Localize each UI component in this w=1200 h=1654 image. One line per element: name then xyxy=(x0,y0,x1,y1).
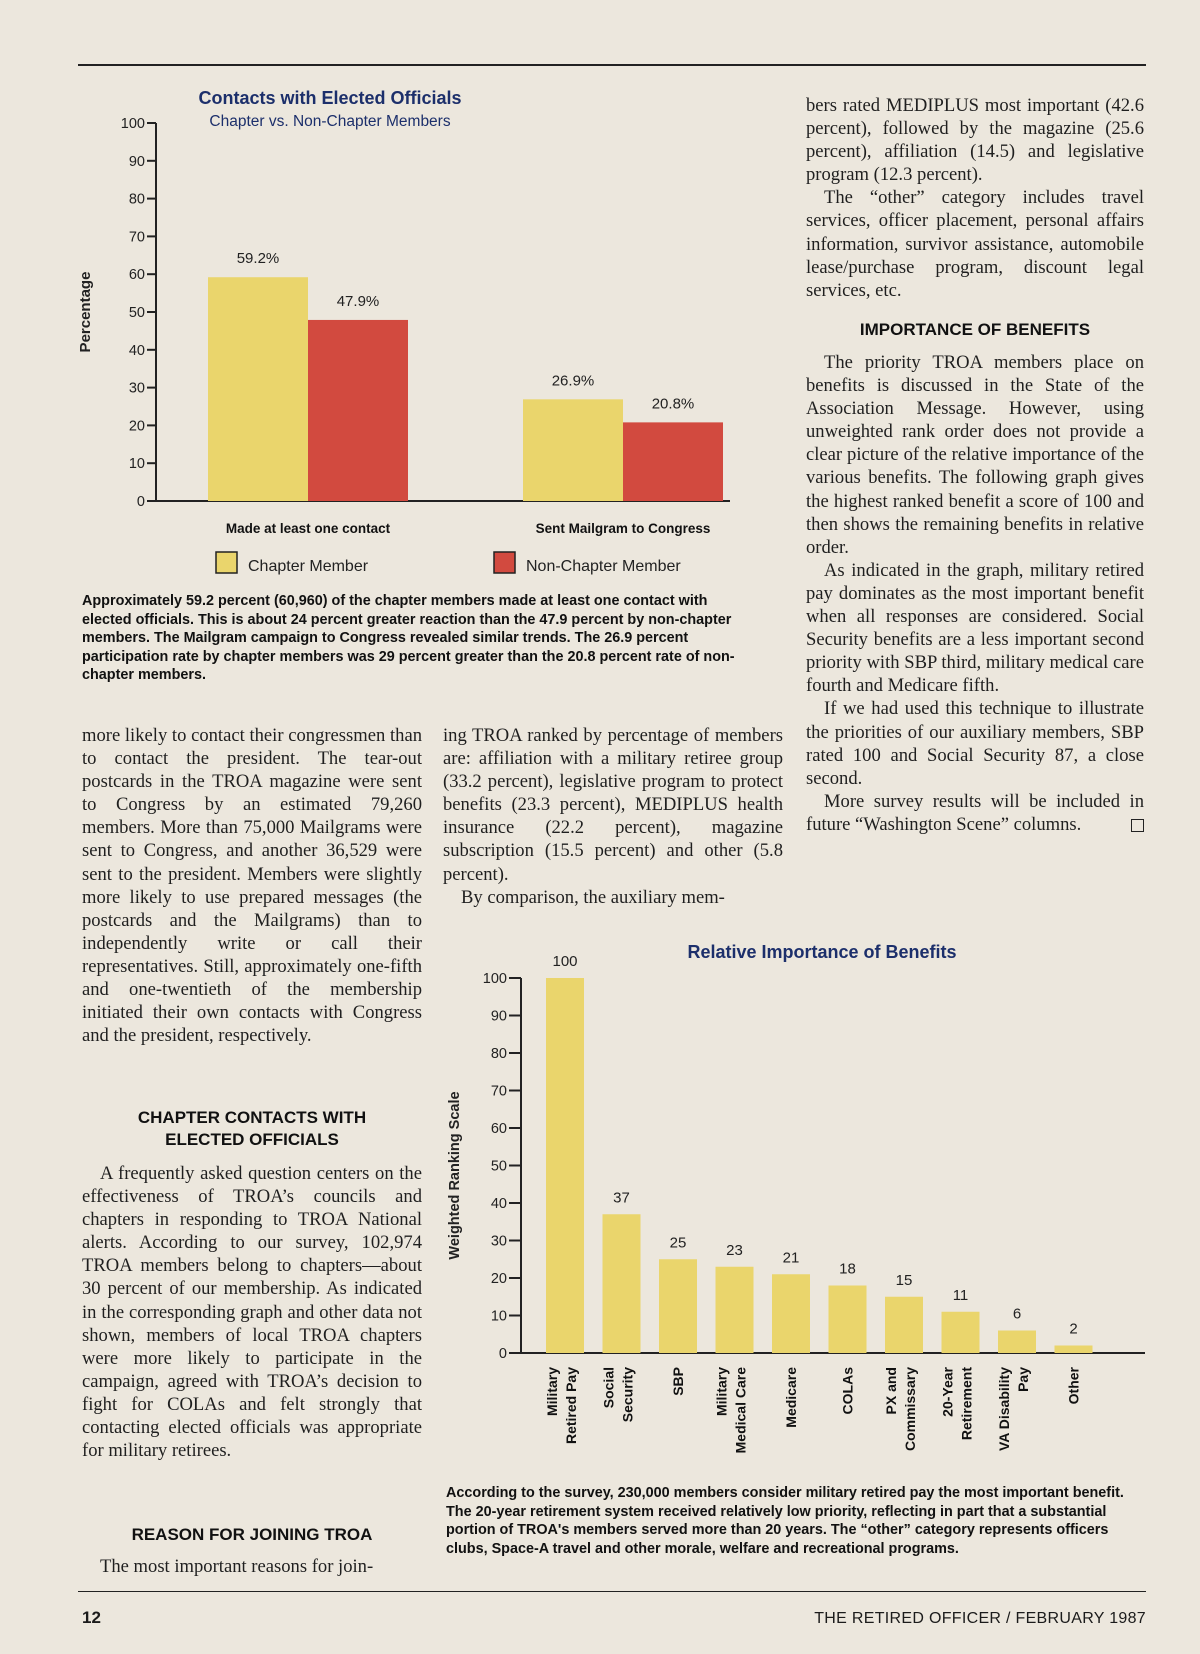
page-number: 12 xyxy=(82,1608,101,1627)
x-category-label: Retired Pay xyxy=(563,1367,579,1445)
y-tick-label: 10 xyxy=(128,456,145,473)
bar xyxy=(208,277,308,501)
y-tick-label: 90 xyxy=(128,153,145,170)
contacts-chart xyxy=(70,86,740,586)
y-tick-label: 70 xyxy=(490,1083,507,1100)
x-category-label: Pay xyxy=(1015,1367,1031,1392)
y-tick-label: 30 xyxy=(490,1233,507,1250)
y-tick-label: 70 xyxy=(128,229,145,246)
y-tick-label: 60 xyxy=(490,1121,507,1137)
x-category-label: Medicare xyxy=(783,1367,799,1428)
col1-paragraph-1: more likely to contact their congressmen than to contact the president. The tear-out postcards in the TROA magazine were sent to Congress by an estimated 79,260 members. More than 75,000 Mailgrams were sent to Congress, and another 36,529 were sent to the president. Members were slightly more likely to use prepared messages (the postcards and the Mailgrams) than to independently write or call their representatives. Still, approximately one-fifth and one-twentieth of the membership initiated their own contacts with Congress and the president, respectively. xyxy=(82,725,422,1047)
y-tick-label: 80 xyxy=(128,191,145,208)
col3-paragraph-3: The priority TROA members place on benefits is discussed in the State of the Association Message. However, using unweighted rank order does not provide a clear picture of the relative importance of the various benefits. The following graph gives the highest ranked benefit a score of 100 and then shows the remaining benefits in relative order. xyxy=(806,352,1144,558)
bar xyxy=(829,1286,867,1354)
col1-paragraph-3: The most important reasons for join- xyxy=(100,1556,374,1577)
x-category-label: Security xyxy=(619,1367,636,1423)
x-category-label: VA Disability xyxy=(996,1367,1012,1452)
bar-data-label: 37 xyxy=(613,1189,630,1207)
col3-paragraph-6-text: More survey results will be included in future “Washington Scene” columns. xyxy=(806,790,1144,835)
column-2 xyxy=(443,724,783,909)
bar-data-label: 15 xyxy=(895,1271,913,1289)
col3-paragraph-1: bers rated MEDIPLUS most important (42.6 percent), followed by the magazine (25.6 percent), affiliation (14.5) and legislative program (12.3 percent). xyxy=(806,95,1144,186)
heading-reason-joining: REASON FOR JOINING TROA xyxy=(131,1525,373,1544)
column-3 xyxy=(806,94,1144,302)
y-tick-label: 30 xyxy=(128,380,145,397)
bar xyxy=(1055,1346,1093,1354)
chart2-caption: According to the survey, 230,000 members consider military retired pay the most important benefit. The 20-year retirement system received relatively low priority, reflecting in part that a substantial portion of TROA's members served more than 20 years. The “other” category represents officers clubs, Space-A travel and other morale, welfare and recreational programs. xyxy=(446,1485,1124,1557)
bar xyxy=(772,1274,810,1353)
legend-label: Non-Chapter Member xyxy=(526,558,681,575)
legend-swatch xyxy=(494,552,515,573)
col3-paragraph-5: If we had used this technique to illustrate the priorities of our auxiliary members, SBP rated 100 and Social Security 87, a close second. xyxy=(806,698,1144,789)
x-category-label: Other xyxy=(1065,1367,1082,1405)
top-rule xyxy=(78,64,1146,66)
heading-importance-benefits: IMPORTANCE OF BENEFITS xyxy=(859,320,1091,339)
heading-chapter-contacts: CHAPTER CONTACTS WITH ELECTED OFFICIALS xyxy=(137,1108,367,1149)
bar-data-label: 25 xyxy=(669,1234,687,1252)
y-tick-label: 0 xyxy=(136,494,145,510)
column-1b xyxy=(82,1162,422,1462)
x-category-label: Military xyxy=(713,1367,730,1417)
legend-label: Chapter Member xyxy=(248,558,369,575)
y-tick-label: 50 xyxy=(128,305,145,321)
bar xyxy=(523,399,623,501)
y-axis-label: Percentage xyxy=(77,271,94,353)
bottom-rule xyxy=(78,1591,1146,1592)
bar xyxy=(623,422,723,501)
col2-paragraph-1: ing TROA ranked by percentage of members are: affiliation with a military retiree group (33.2 percent), legislative program to protect benefits (23.3 percent), MEDIPLUS health insurance (22.2 percent), magazine subscription (15.5 percent) and other (5.8 percent). xyxy=(443,725,783,885)
end-mark-icon xyxy=(1131,819,1144,832)
y-tick-label: 20 xyxy=(128,418,145,435)
chart-subtitle: Chapter vs. Non-Chapter Members xyxy=(209,113,451,130)
col1-paragraph-2: A frequently asked question centers on the effectiveness of TROA’s councils and chapters in responding to TROA National alerts. According to our survey, 102,974 TROA members belong to chapters—about 30 percent of our membership. As indicated in the corresponding graph and other data not shown, members of local TROA chapters were more likely to participate in the campaign, agreed with TROA’s decision to fight for COLAs and felt strongly that contacting elected officials was appropriate for military retirees. xyxy=(82,1163,422,1462)
bar xyxy=(546,978,584,1353)
y-tick-label: 10 xyxy=(490,1308,507,1325)
bar-data-label: 21 xyxy=(782,1249,800,1267)
bar-data-label: 6 xyxy=(1012,1305,1022,1323)
bar-data-label: 26.9% xyxy=(551,372,595,390)
bar xyxy=(942,1312,980,1353)
bar-data-label: 18 xyxy=(839,1260,856,1278)
y-tick-label: 100 xyxy=(120,116,145,132)
y-tick-label: 40 xyxy=(490,1196,507,1212)
bar xyxy=(603,1214,641,1353)
x-category-label: Made at least one contact xyxy=(225,521,391,536)
col3-paragraph-2: The “other” category includes travel services, officer placement, personal affairs information, survivor assistance, automobile lease/purchase program, discount legal services, etc. xyxy=(806,187,1144,301)
x-category-label: Sent Mailgram to Congress xyxy=(535,521,711,536)
col3-paragraph-6 xyxy=(806,790,1144,836)
column-3b xyxy=(806,351,1144,836)
y-tick-label: 40 xyxy=(128,342,145,359)
x-category-label: SBP xyxy=(670,1367,686,1396)
x-category-label: Social xyxy=(600,1367,617,1409)
bar xyxy=(885,1297,923,1353)
y-tick-label: 0 xyxy=(498,1346,507,1362)
legend-swatch xyxy=(216,552,237,573)
x-category-label: COLAs xyxy=(839,1367,856,1415)
x-category-label: Commissary xyxy=(902,1367,918,1452)
x-category-label: Retirement xyxy=(958,1367,975,1441)
benefits-chart xyxy=(440,935,1150,1475)
column-1 xyxy=(82,724,422,1047)
x-category-label: Military xyxy=(544,1367,560,1417)
y-tick-label: 50 xyxy=(490,1158,507,1175)
chart-title: Relative Importance of Benefits xyxy=(687,942,957,962)
y-tick-label: 60 xyxy=(128,267,145,284)
bar-data-label: 23 xyxy=(726,1241,743,1259)
bar-data-label: 11 xyxy=(952,1286,969,1304)
x-category-label: PX and xyxy=(883,1367,899,1415)
bar xyxy=(308,320,408,501)
bar-data-label: 20.8% xyxy=(651,395,695,413)
publication-line: THE RETIRED OFFICER / FEBRUARY 1987 xyxy=(814,1610,1146,1627)
y-tick-label: 100 xyxy=(482,971,507,987)
col3-paragraph-4: As indicated in the graph, military retired pay dominates as the most important benefit when all responses are considered. Social Security benefits are a less important second priority with SBP third, military medical care fourth and Medicare fifth. xyxy=(806,559,1144,697)
bar xyxy=(716,1267,754,1353)
bar xyxy=(998,1331,1036,1354)
y-tick-label: 20 xyxy=(490,1271,507,1287)
bar-data-label: 2 xyxy=(1069,1320,1078,1338)
x-category-label: 20-Year xyxy=(939,1367,956,1417)
bar-data-label: 100 xyxy=(552,953,578,970)
y-tick-label: 80 xyxy=(490,1046,507,1062)
column-1c xyxy=(82,1555,422,1578)
chart1-caption: Approximately 59.2 percent (60,960) of the chapter members made at least one contact with elected officials. This is about 24 percent greater reaction than the 47.9 percent by non-chapter members. The Mailgram campaign to Congress revealed similar trends. The 26.9 percent participation rate by chapter members was 29 percent greater than the 20.8 percent rate of non-chapter members. xyxy=(82,593,735,683)
x-category-label: Medical Care xyxy=(732,1367,749,1454)
y-axis-label: Weighted Ranking Scale xyxy=(447,1091,463,1260)
bar xyxy=(659,1259,697,1353)
y-tick-label: 90 xyxy=(490,1008,507,1025)
bar-data-label: 59.2% xyxy=(236,250,280,268)
col2-paragraph-2: By comparison, the auxiliary mem- xyxy=(461,886,725,908)
chart-title: Contacts with Elected Officials xyxy=(198,88,462,108)
bar-data-label: 47.9% xyxy=(336,292,380,310)
